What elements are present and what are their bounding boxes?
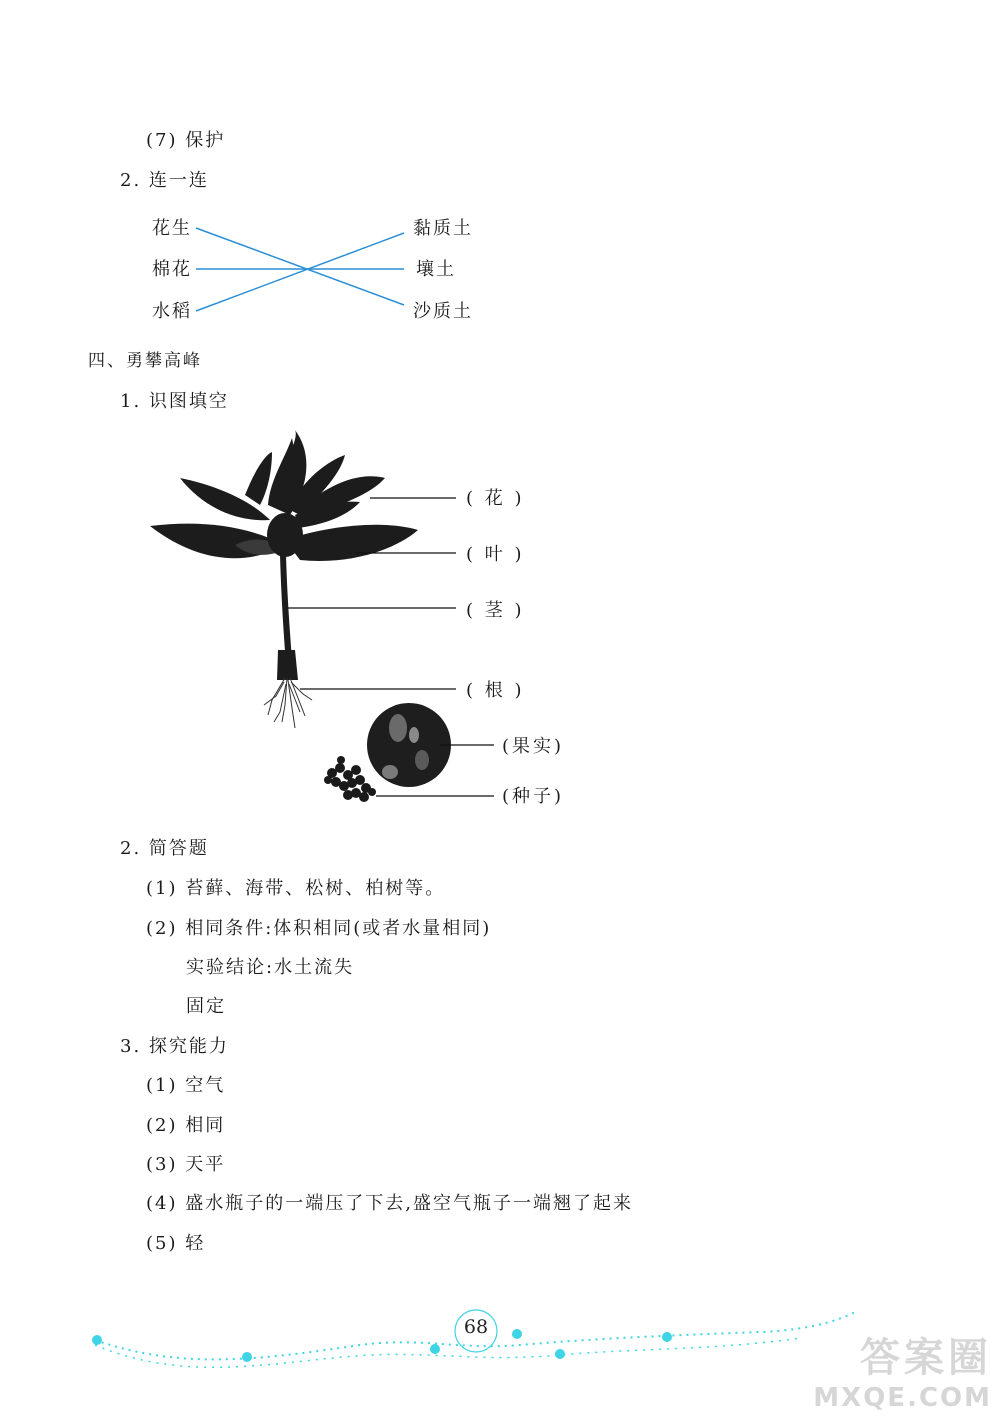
- question-2b-title: 2. 简答题: [120, 838, 209, 859]
- match-right-3: 沙质土: [413, 301, 473, 322]
- match-left-2: 棉花: [152, 259, 192, 280]
- answer-2b-2: (2) 相同条件:体积相同(或者水量相同): [146, 918, 492, 939]
- page-number: 68: [463, 1316, 489, 1338]
- label-fruit: (果实): [502, 736, 565, 757]
- match-left-1: 花生: [152, 218, 192, 239]
- question-3-title: 3. 探究能力: [120, 1036, 229, 1057]
- label-root: ( 根 ): [466, 680, 525, 701]
- watermark: [813, 1326, 992, 1413]
- answer-2b-2-fixed: 固定: [186, 996, 226, 1017]
- question-2-title: 2. 连一连: [120, 170, 209, 191]
- answer-2b-2-conclusion: 实验结论:水土流失: [186, 957, 355, 978]
- answer-3-3: (3) 天平: [146, 1154, 226, 1175]
- label-seed: (种子): [502, 786, 565, 807]
- label-leaf: ( 叶 ): [466, 544, 525, 565]
- label-stem: ( 茎 ): [466, 600, 525, 621]
- answer-3-4: (4) 盛水瓶子的一端压了下去,盛空气瓶子一端翘了起来: [146, 1193, 633, 1214]
- match-right-2: 壤土: [416, 259, 456, 280]
- match-right-1: 黏质土: [413, 218, 473, 239]
- answer-2b-1: (1) 苔藓、海带、松树、柏树等。: [146, 878, 446, 899]
- answer-3-2: (2) 相同: [146, 1115, 226, 1136]
- section-4-title: 四、勇攀高峰: [88, 351, 202, 371]
- label-flower: ( 花 ): [466, 488, 525, 509]
- watermark-line-2: MXQE.COM: [813, 1383, 992, 1413]
- answer-3-5: (5) 轻: [146, 1233, 206, 1254]
- watermark-line-1: 答案圈: [860, 1335, 992, 1381]
- match-left-3: 水稻: [152, 301, 192, 322]
- question-1-title: 1. 识图填空: [120, 391, 229, 412]
- answer-item-7: (7) 保护: [146, 130, 226, 151]
- answer-3-1: (1) 空气: [146, 1075, 226, 1096]
